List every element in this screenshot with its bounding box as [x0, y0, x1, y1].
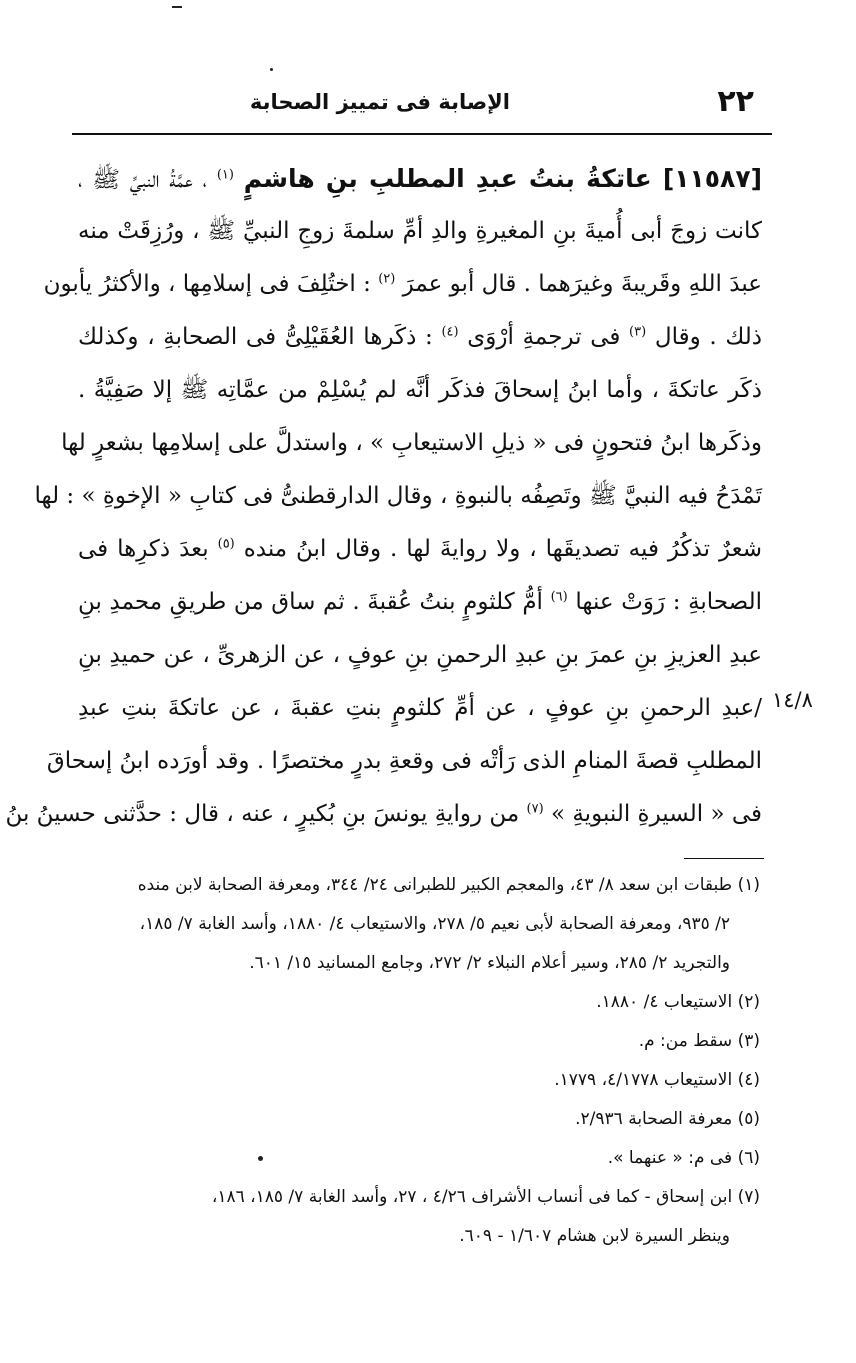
text-line: ذكَر عاتكةَ ، وأما ابنُ إسحاقَ فذكَر أنَّه لم يُسْلِمْ من عمَّاتِه ﷺ إلا صَفِيَّةُ . — [78, 377, 762, 403]
text-line — [43, 258, 762, 311]
text-segment: ، عمَّةُ النبيِّ ﷺ ، — [78, 167, 208, 193]
footnote-line: وينظر السيرة لابن هشام ١/٦٠٧ - ٦٠٩. — [459, 1226, 730, 1246]
entry-heading: [١١٥٨٧] عاتكةُ بنتُ عبدِ المطلبِ بنِ هاشمٍ — [243, 164, 763, 193]
footnote-marker: (٤) — [441, 324, 459, 340]
footnote-marker: (٧) — [526, 801, 544, 817]
text-segment: بعدَ ذكرِها فى — [78, 536, 209, 562]
text-segment: عبدَ اللهِ وقَريبةَ وغيرَهما . قال أبو عمرَ — [402, 271, 762, 297]
main-text — [5, 152, 763, 841]
text-segment: فى « السيرةِ النبويةِ » — [550, 801, 762, 827]
text-line: وذكَرها ابنُ فتحونٍ فى « ذيلِ الاستيعابِ » ، واستدلَّ على إسلامِها بشعرٍ لها — [61, 430, 762, 456]
text-segment: ذلك . وقال — [654, 324, 763, 350]
text-line — [78, 311, 762, 364]
footnote-line: (٥) معرفة الصحابة ٢/٩٣٦. — [575, 1109, 760, 1129]
footnote-line: (٤) الاستيعاب ٤/١٧٧٨، ١٧٧٩. — [554, 1070, 760, 1090]
footnote-marker: (٥) — [217, 536, 235, 552]
margin-page-reference: ١٤/٨ — [772, 688, 813, 712]
footnote-rule — [684, 858, 764, 859]
footnote-line: ٢/ ٩٣٥، ومعرفة الصحابة لأبى نعيم ٥/ ٢٧٨، والاستيعاب ٤/ ١٨٨٠، وأسد الغابة ٧/ ١٨٥، — [139, 914, 730, 934]
footnote-marker: (٢) — [378, 271, 396, 287]
text-segment: الصحابةِ : رَوَتْ عنها — [575, 589, 763, 615]
text-segment: شعرٌ تذكُرُ فيه تصديقَها ، ولا روايةَ لها . وقال ابنُ منده — [243, 536, 763, 562]
text-line: عبدِ العزيزِ بنِ عمرَ بنِ عبدِ الرحمنِ بنِ عوفٍ ، عن الزهرىِّ ، عن حميدِ بنِ — [78, 642, 762, 668]
footnote-line: (٦) فى م: « عنهما ». — [607, 1148, 760, 1168]
text-line: /عبدِ الرحمنِ بنِ عوفٍ ، عن أمِّ كلثومٍ بنتِ عقبةَ ، عن عاتكةَ بنتِ عبدِ — [78, 695, 762, 721]
text-line — [78, 576, 762, 629]
footnotes — [60, 866, 760, 1256]
footnote-line: (٧) ابن إسحاق - كما فى أنساب الأشراف ٤/٢٦ ، ٢٧، وأسد الغابة ٧/ ١٨٥، ١٨٦، — [211, 1187, 760, 1207]
text-segment: فى ترجمةِ أرْوَى — [467, 324, 621, 350]
text-line — [78, 152, 762, 205]
text-line: تَمْدَحُ فيه النبيَّ ﷺ وتَصِفُه بالنبوةِ ، وقال الدارقطنىُّ فى كتابِ « الإخوةِ » : لها — [34, 483, 762, 509]
page-header — [72, 78, 772, 130]
footnote-marker: (١) — [216, 167, 234, 183]
text-line: كانت زوجَ أبى أُميةَ بنِ المغيرةِ والدِ أمِّ سلمةَ زوجِ النبيِّ ﷺ ، ورُزِقَتْ منه — [78, 218, 762, 244]
running-title: الإصابة فى تمييز الصحابة — [249, 90, 510, 114]
page-number: ٢٢ — [717, 84, 754, 119]
print-speck — [172, 6, 182, 8]
text-segment: أمُّ كلثومٍ بنتُ عُقبةَ . ثم ساق من طريقِ محمدِ بنِ — [78, 589, 543, 615]
text-line — [5, 788, 762, 841]
text-line: المطلبِ قصةَ المنامِ الذى رَأتْه فى وقعةِ بدرٍ مختصرًا . وقد أورَده ابنُ إسحاقَ — [46, 748, 762, 774]
text-segment: : اختُلِفَ فى إسلامِها ، والأكثرُ يأبون — [43, 271, 371, 297]
footnote-line: والتجريد ٢/ ٢٨٥، وسير أعلام النبلاء ٢/ ٢٧٢، وجامع المسانيد ١٥/ ٦٠١. — [249, 953, 730, 973]
text-segment: من روايةِ يونسَ بنِ بُكيرٍ ، عنه ، قال : حدَّثنى حسينُ بنُ — [5, 801, 520, 827]
footnote-line: (٣) سقط من: م. — [638, 1031, 760, 1051]
footnote-marker: (٣) — [629, 324, 647, 340]
footnote-marker: (٦) — [550, 589, 568, 605]
text-line — [78, 523, 762, 576]
header-rule — [72, 133, 772, 135]
text-segment: : ذكَرها العُقَيْلِىُّ فى الصحابةِ ، وكذلك — [78, 324, 433, 350]
footnote-line: (٢) الاستيعاب ٤/ ١٨٨٠. — [596, 992, 760, 1012]
print-speck — [270, 68, 273, 71]
footnote-line: (١) طبقات ابن سعد ٨/ ٤٣، والمعجم الكبير للطبرانى ٢٤/ ٣٤٤، ومعرفة الصحابة لابن منده — [137, 875, 760, 895]
